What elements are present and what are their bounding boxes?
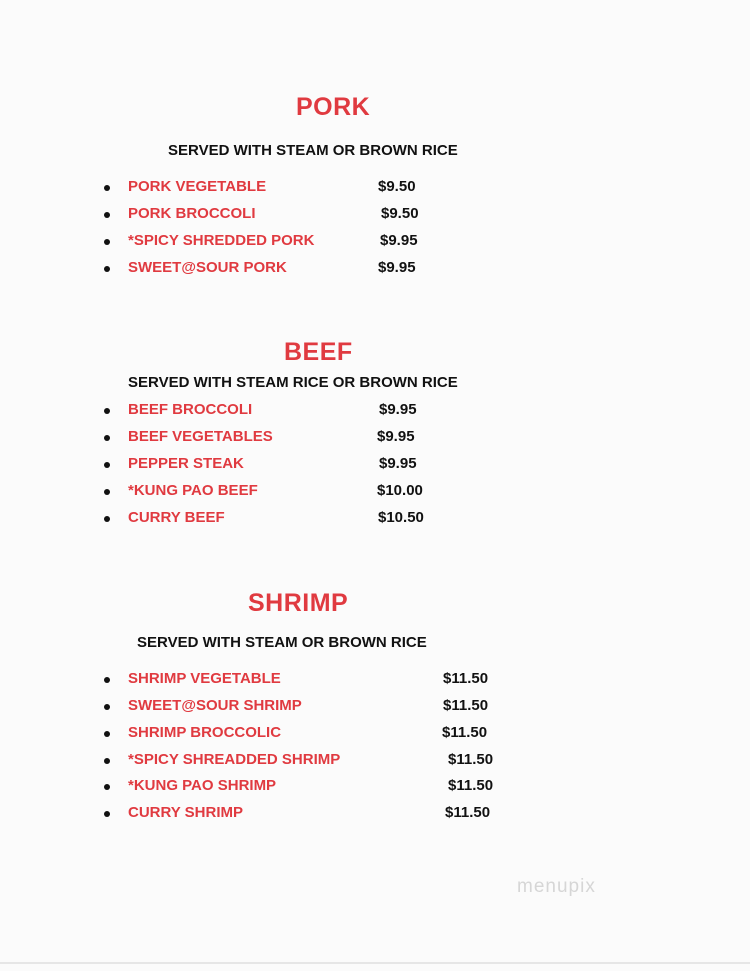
section-title-pork: PORK [296, 93, 371, 121]
bullet-icon [104, 758, 110, 764]
item-name: SHRIMP VEGETABLE [128, 670, 281, 687]
bullet-icon [104, 185, 110, 191]
item-name: PEPPER STEAK [128, 455, 244, 472]
item-price: $9.95 [380, 232, 418, 249]
item-name: BEEF BROCCOLI [128, 401, 253, 418]
item-price: $9.50 [378, 178, 416, 195]
item-name: SWEET@SOUR PORK [128, 259, 287, 276]
item-name: SHRIMP BROCCOLIC [128, 724, 282, 741]
item-price: $9.95 [379, 455, 417, 472]
item-name: SWEET@SOUR SHRIMP [128, 697, 302, 714]
item-price: $11.50 [443, 697, 489, 714]
item-price: $11.50 [445, 804, 491, 821]
item-price: $10.00 [377, 482, 423, 499]
item-price: $10.50 [378, 509, 424, 526]
bullet-icon [104, 489, 110, 495]
menupix-watermark: menupix [517, 876, 596, 897]
bullet-icon [104, 266, 110, 272]
bullet-icon [104, 731, 110, 737]
bullet-icon [104, 435, 110, 441]
section-title-beef: BEEF [284, 338, 353, 366]
item-name: PORK VEGETABLE [128, 178, 267, 195]
item-price: $11.50 [448, 751, 494, 768]
section-title-shrimp: SHRIMP [248, 589, 349, 617]
item-name: CURRY SHRIMP [128, 804, 244, 821]
section-subtitle-shrimp: SERVED WITH STEAM OR BROWN RICE [137, 634, 427, 651]
bullet-icon [104, 516, 110, 522]
item-name: *SPICY SHREDDED PORK [128, 232, 315, 249]
item-price: $11.50 [448, 777, 494, 794]
item-name: *SPICY SHREADDED SHRIMP [128, 751, 341, 768]
item-name: *KUNG PAO BEEF [128, 482, 258, 499]
bullet-icon [104, 462, 110, 468]
bullet-icon [104, 811, 110, 817]
item-price: $11.50 [442, 724, 488, 741]
item-name: BEEF VEGETABLES [128, 428, 273, 445]
bullet-icon [104, 408, 110, 414]
item-price: $11.50 [443, 670, 489, 687]
item-price: $9.95 [379, 401, 417, 418]
page-bottom-edge [0, 962, 750, 964]
bullet-icon [104, 239, 110, 245]
bullet-icon [104, 704, 110, 710]
section-subtitle-beef: SERVED WITH STEAM RICE OR BROWN RICE [128, 374, 458, 391]
bullet-icon [104, 677, 110, 683]
bullet-icon [104, 784, 110, 790]
item-name: PORK BROCCOLI [128, 205, 256, 222]
item-name: CURRY BEEF [128, 509, 225, 526]
item-price: $9.95 [377, 428, 415, 445]
section-subtitle-pork: SERVED WITH STEAM OR BROWN RICE [168, 142, 458, 159]
bullet-icon [104, 212, 110, 218]
item-price: $9.95 [378, 259, 416, 276]
item-name: *KUNG PAO SHRIMP [128, 777, 277, 794]
item-price: $9.50 [381, 205, 419, 222]
